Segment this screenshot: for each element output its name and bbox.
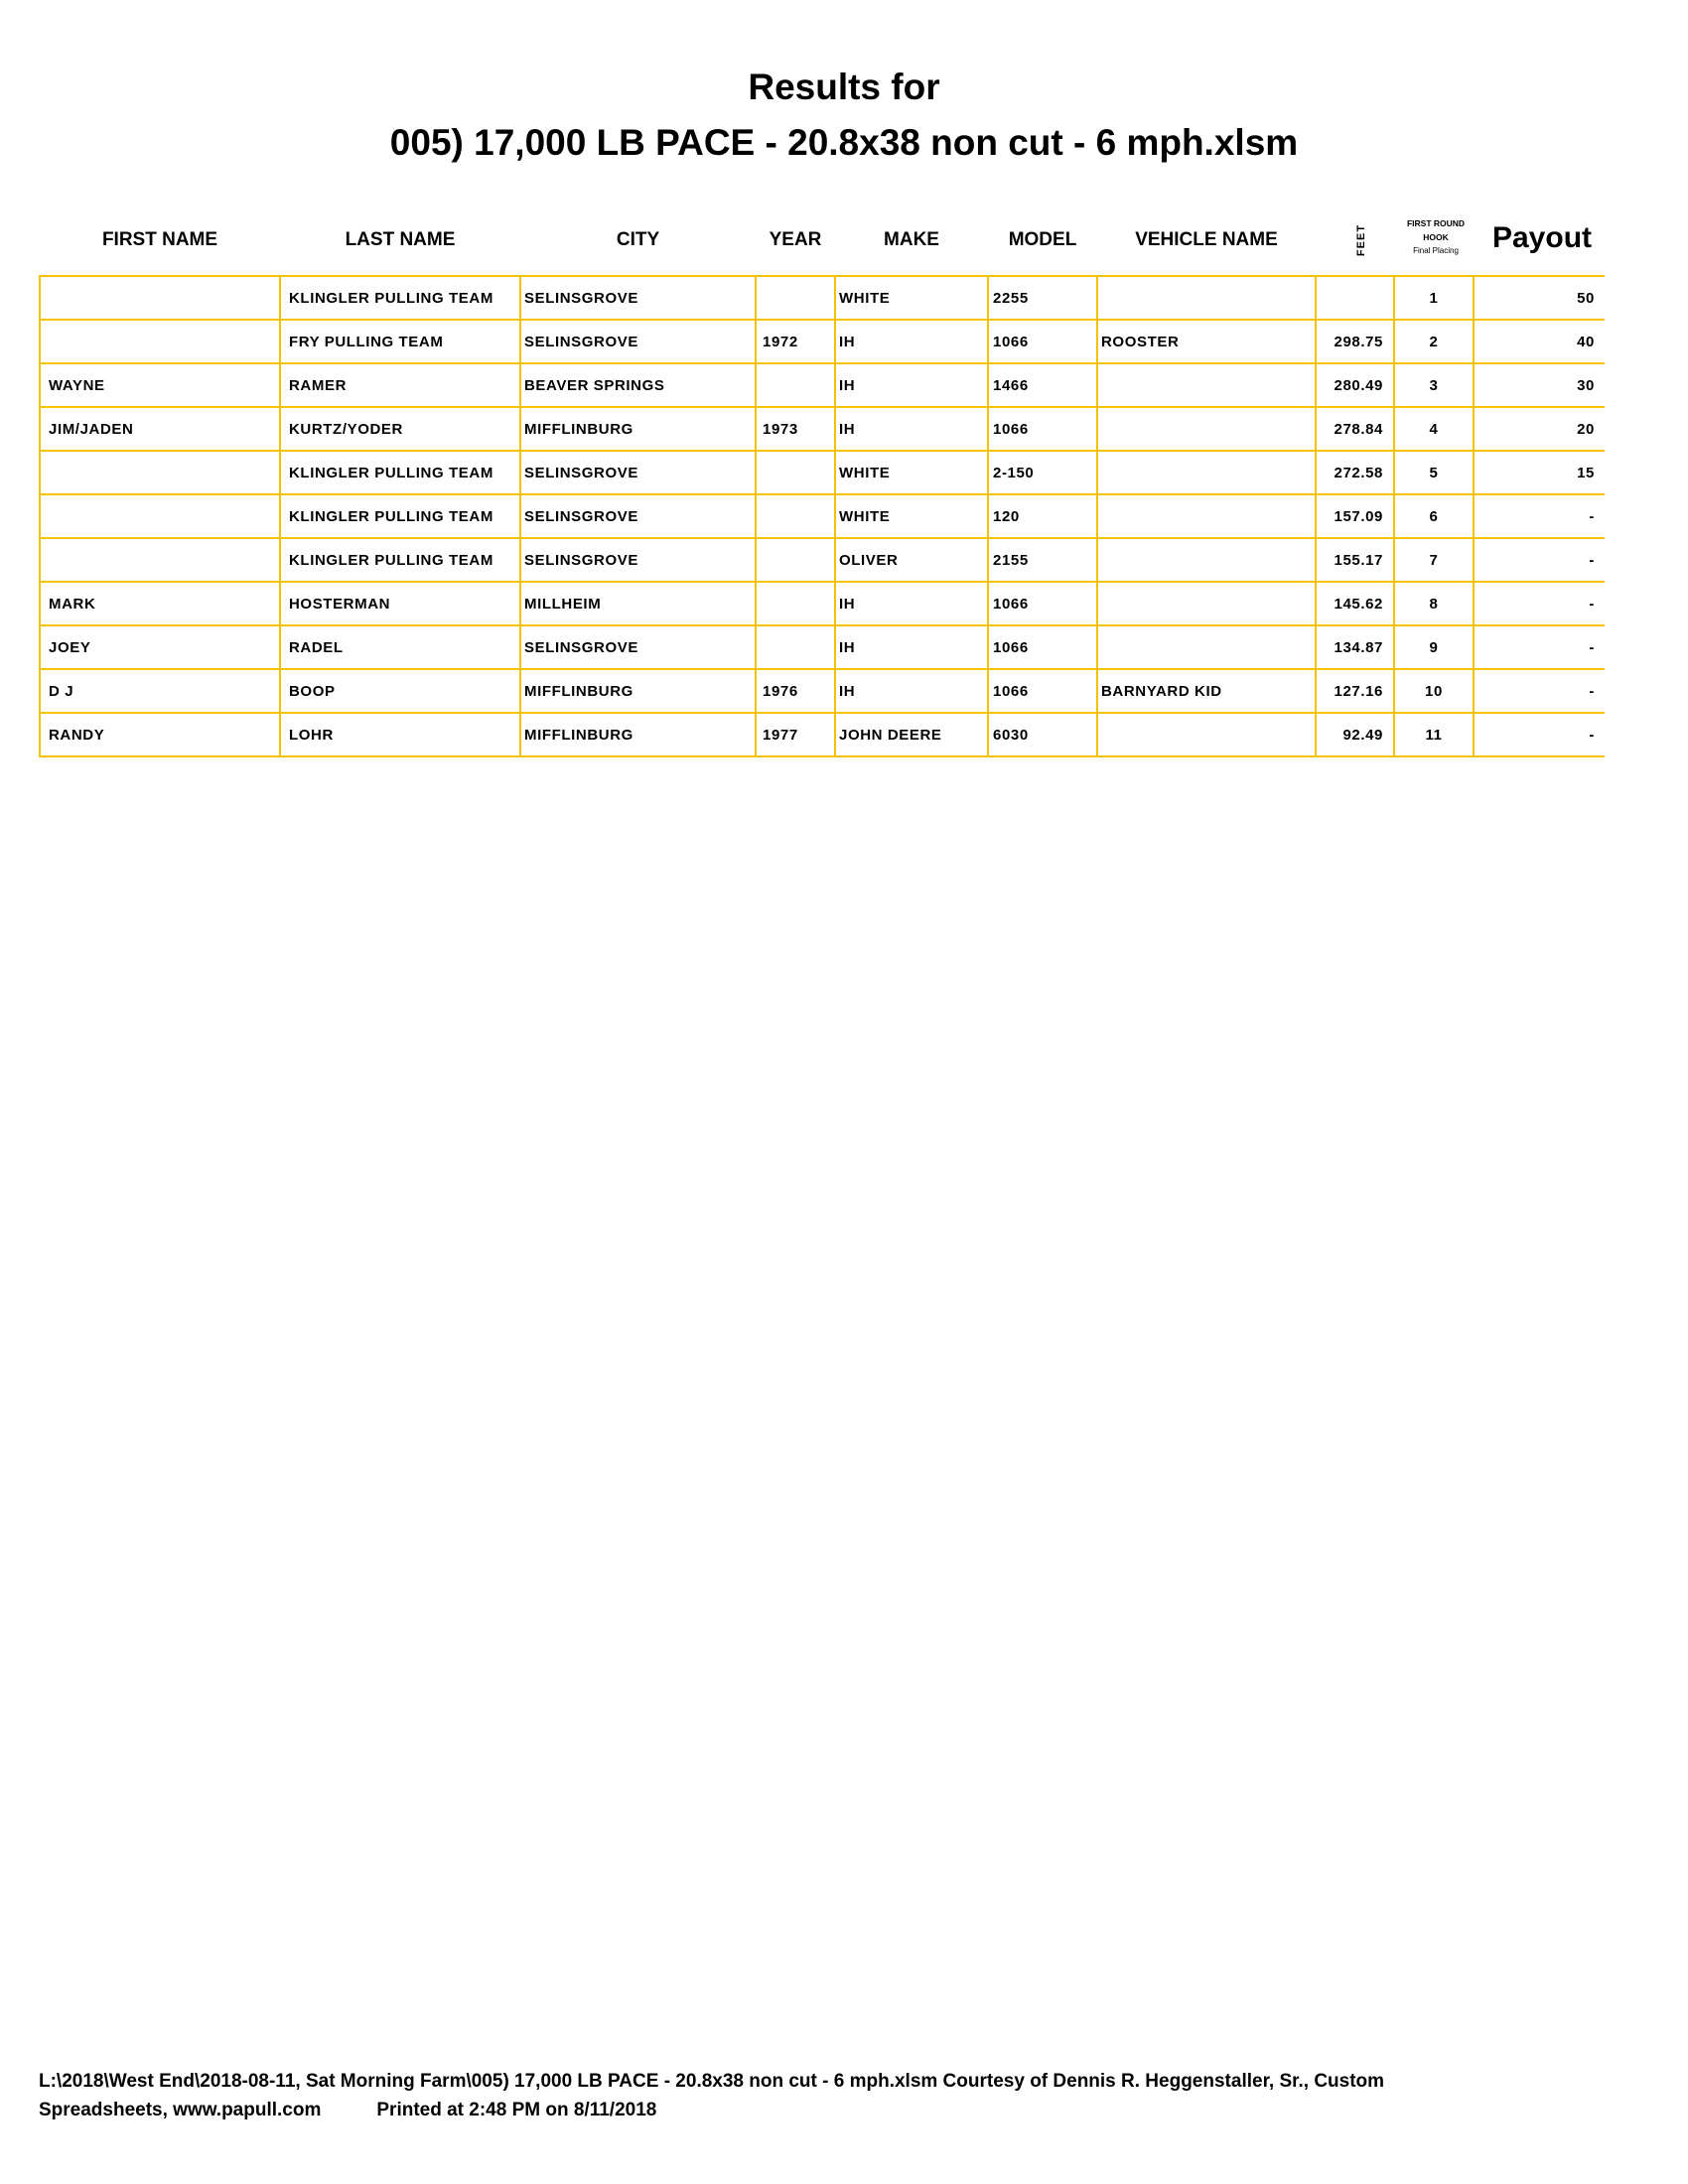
cell-last-name: RADEL <box>280 625 520 669</box>
cell-last-name: KLINGLER PULLING TEAM <box>280 451 520 494</box>
results-body <box>40 276 1605 756</box>
cell-final-placing: 2 <box>1394 320 1474 363</box>
cell-model: 2255 <box>988 276 1097 320</box>
cell-city: SELINSGROVE <box>520 451 756 494</box>
cell-year <box>756 582 835 625</box>
cell-final-placing: 5 <box>1394 451 1474 494</box>
cell-payout: - <box>1474 582 1605 625</box>
header-feet-label: FEET <box>1355 223 1367 257</box>
cell-payout: - <box>1474 494 1605 538</box>
header-hook-line3: Final Placing <box>1413 246 1459 255</box>
cell-feet: 280.49 <box>1316 363 1394 407</box>
cell-city: SELINSGROVE <box>520 320 756 363</box>
cell-final-placing: 8 <box>1394 582 1474 625</box>
table-row <box>40 276 1605 320</box>
header-city: CITY <box>616 229 660 250</box>
cell-vehicle-name <box>1097 713 1316 756</box>
cell-payout: 15 <box>1474 451 1605 494</box>
cell-vehicle-name <box>1097 276 1316 320</box>
cell-model: 2155 <box>988 538 1097 582</box>
cell-model: 120 <box>988 494 1097 538</box>
cell-model: 1066 <box>988 320 1097 363</box>
cell-make: WHITE <box>835 276 988 320</box>
cell-first-name: RANDY <box>40 713 280 756</box>
page-title-line1: Results for <box>748 67 940 107</box>
header-make: MAKE <box>884 229 939 250</box>
table-row <box>40 713 1605 756</box>
cell-year <box>756 451 835 494</box>
cell-city: SELINSGROVE <box>520 625 756 669</box>
cell-city: SELINSGROVE <box>520 494 756 538</box>
table-row <box>40 538 1605 582</box>
cell-final-placing: 10 <box>1394 669 1474 713</box>
cell-feet: 298.75 <box>1316 320 1394 363</box>
cell-model: 6030 <box>988 713 1097 756</box>
cell-make: IH <box>835 363 988 407</box>
cell-make: IH <box>835 407 988 451</box>
header-model: MODEL <box>1008 229 1077 250</box>
footer-line1: L:\2018\West End\2018-08-11, Sat Morning Farm\005) 17,000 LB PACE - 20.8x38 non cut - 6 mph.xlsm Courtesy of Dennis R. Heggenstaller, Sr., Custom <box>39 2071 1385 2092</box>
cell-last-name: BOOP <box>280 669 520 713</box>
cell-payout: - <box>1474 669 1605 713</box>
table-row <box>40 451 1605 494</box>
cell-feet: 127.16 <box>1316 669 1394 713</box>
cell-first-name: MARK <box>40 582 280 625</box>
cell-city: SELINSGROVE <box>520 538 756 582</box>
table-row <box>40 582 1605 625</box>
cell-last-name: FRY PULLING TEAM <box>280 320 520 363</box>
footer-line2 <box>39 2096 1627 2124</box>
cell-first-name: D J <box>40 669 280 713</box>
cell-first-name: WAYNE <box>40 363 280 407</box>
cell-year <box>756 494 835 538</box>
cell-make: IH <box>835 582 988 625</box>
cell-feet: 134.87 <box>1316 625 1394 669</box>
cell-feet <box>1316 276 1394 320</box>
header-last-name: LAST NAME <box>345 229 456 250</box>
cell-last-name: KURTZ/YODER <box>280 407 520 451</box>
cell-feet: 155.17 <box>1316 538 1394 582</box>
page-title-line2: 005) 17,000 LB PACE - 20.8x38 non cut - 6 mph.xlsm <box>389 122 1299 163</box>
cell-payout: 50 <box>1474 276 1605 320</box>
results-table <box>39 275 1605 757</box>
footer-printed-at: Printed at 2:48 PM on 8/11/2018 <box>376 2100 657 2120</box>
cell-make: IH <box>835 669 988 713</box>
cell-city: MILLHEIM <box>520 582 756 625</box>
header-hook-line2: HOOK <box>1423 232 1449 242</box>
cell-model: 2-150 <box>988 451 1097 494</box>
cell-model: 1466 <box>988 363 1097 407</box>
cell-final-placing: 7 <box>1394 538 1474 582</box>
cell-model: 1066 <box>988 625 1097 669</box>
header-year: YEAR <box>769 229 822 250</box>
cell-last-name: RAMER <box>280 363 520 407</box>
cell-year <box>756 276 835 320</box>
cell-year <box>756 625 835 669</box>
cell-feet: 278.84 <box>1316 407 1394 451</box>
cell-make: WHITE <box>835 494 988 538</box>
cell-vehicle-name <box>1097 582 1316 625</box>
header-vehicle-name: VEHICLE NAME <box>1135 229 1278 250</box>
cell-last-name: KLINGLER PULLING TEAM <box>280 494 520 538</box>
cell-feet: 92.49 <box>1316 713 1394 756</box>
cell-vehicle-name <box>1097 451 1316 494</box>
cell-first-name: JOEY <box>40 625 280 669</box>
cell-final-placing: 1 <box>1394 276 1474 320</box>
cell-last-name: HOSTERMAN <box>280 582 520 625</box>
table-row <box>40 625 1605 669</box>
cell-feet: 157.09 <box>1316 494 1394 538</box>
cell-vehicle-name <box>1097 625 1316 669</box>
cell-city: MIFFLINBURG <box>520 669 756 713</box>
cell-model: 1066 <box>988 582 1097 625</box>
cell-first-name <box>40 451 280 494</box>
cell-make: JOHN DEERE <box>835 713 988 756</box>
header-payout: Payout <box>1491 221 1593 254</box>
cell-city: MIFFLINBURG <box>520 407 756 451</box>
cell-vehicle-name: BARNYARD KID <box>1097 669 1316 713</box>
cell-feet: 272.58 <box>1316 451 1394 494</box>
table-row <box>40 363 1605 407</box>
cell-first-name <box>40 320 280 363</box>
cell-last-name: KLINGLER PULLING TEAM <box>280 538 520 582</box>
cell-payout: 40 <box>1474 320 1605 363</box>
cell-payout: - <box>1474 713 1605 756</box>
cell-first-name: JIM/JADEN <box>40 407 280 451</box>
cell-payout: 30 <box>1474 363 1605 407</box>
cell-last-name: LOHR <box>280 713 520 756</box>
cell-payout: 20 <box>1474 407 1605 451</box>
cell-year <box>756 363 835 407</box>
footer-credit: Spreadsheets, www.papull.com <box>39 2100 322 2120</box>
cell-city: BEAVER SPRINGS <box>520 363 756 407</box>
cell-first-name <box>40 494 280 538</box>
cell-vehicle-name <box>1097 363 1316 407</box>
header-hook-line1: FIRST ROUND <box>1406 218 1466 228</box>
cell-make: IH <box>835 625 988 669</box>
cell-feet: 145.62 <box>1316 582 1394 625</box>
cell-final-placing: 4 <box>1394 407 1474 451</box>
cell-city: MIFFLINBURG <box>520 713 756 756</box>
header-hook-final-placing <box>1396 216 1476 258</box>
cell-year: 1976 <box>756 669 835 713</box>
cell-year: 1977 <box>756 713 835 756</box>
cell-year <box>756 538 835 582</box>
table-row <box>40 407 1605 451</box>
cell-city: SELINSGROVE <box>520 276 756 320</box>
cell-first-name <box>40 276 280 320</box>
cell-make: OLIVER <box>835 538 988 582</box>
header-feet <box>1346 220 1376 260</box>
table-row <box>40 669 1605 713</box>
cell-payout: - <box>1474 538 1605 582</box>
cell-model: 1066 <box>988 407 1097 451</box>
cell-final-placing: 6 <box>1394 494 1474 538</box>
page-footer <box>39 2067 1627 2124</box>
cell-make: IH <box>835 320 988 363</box>
cell-year: 1973 <box>756 407 835 451</box>
cell-payout: - <box>1474 625 1605 669</box>
cell-vehicle-name <box>1097 494 1316 538</box>
cell-final-placing: 11 <box>1394 713 1474 756</box>
cell-vehicle-name <box>1097 407 1316 451</box>
cell-first-name <box>40 538 280 582</box>
cell-final-placing: 9 <box>1394 625 1474 669</box>
header-first-name: FIRST NAME <box>101 229 218 250</box>
cell-vehicle-name: ROOSTER <box>1097 320 1316 363</box>
cell-vehicle-name <box>1097 538 1316 582</box>
cell-final-placing: 3 <box>1394 363 1474 407</box>
table-row <box>40 494 1605 538</box>
cell-last-name: KLINGLER PULLING TEAM <box>280 276 520 320</box>
cell-model: 1066 <box>988 669 1097 713</box>
table-row <box>40 320 1605 363</box>
cell-make: WHITE <box>835 451 988 494</box>
cell-year: 1972 <box>756 320 835 363</box>
